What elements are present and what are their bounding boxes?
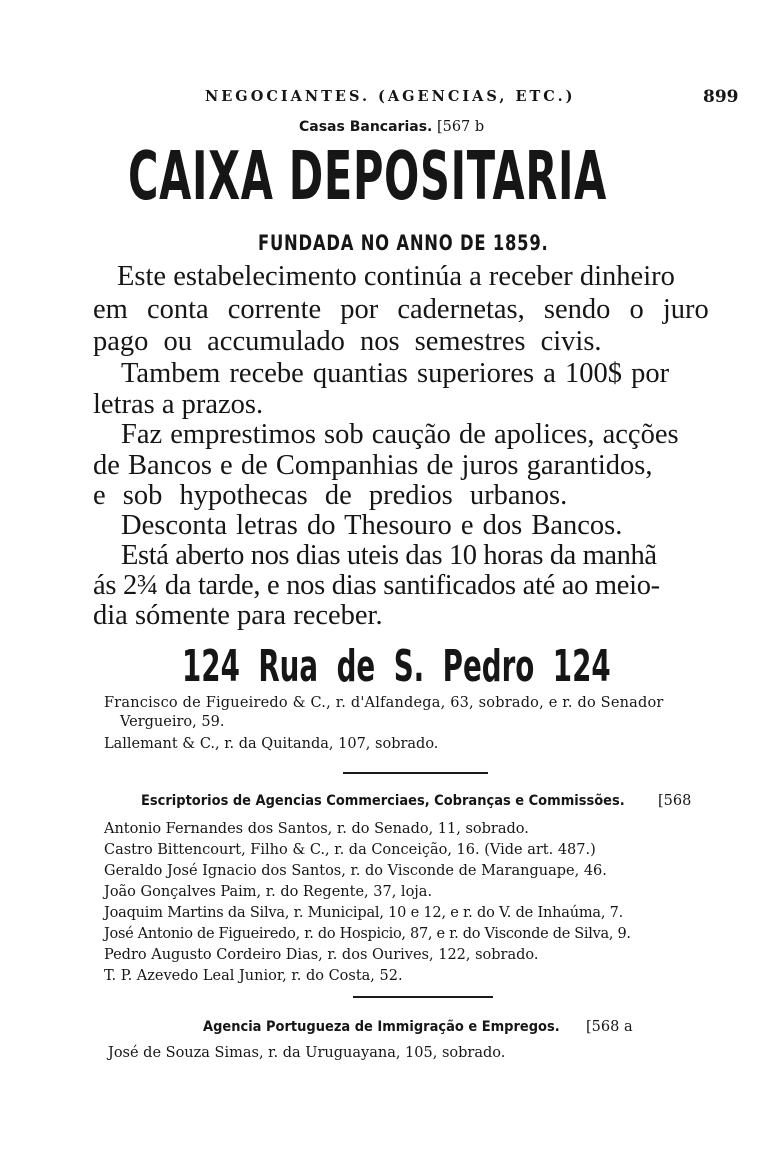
divider-rule [343, 772, 488, 774]
page-number: 899 [703, 87, 739, 107]
advert-line: Está aberto nos dias uteis das 10 horas da manhã [121, 540, 657, 571]
escriptorio-entry: Antonio Fernandes dos Santos, r. do Senado, 11, sobrado. [104, 821, 529, 837]
advert-line: ás 2¾ da tarde, e nos dias santificados até ao meio- [93, 570, 660, 601]
banker-line: Vergueiro, 59. [120, 714, 225, 730]
agencia-entry: José de Souza Simas, r. da Uruguayana, 105, sobrado. [108, 1045, 506, 1061]
advert-line: letras a prazos. [93, 389, 264, 420]
advert-line: Faz emprestimos sob caução de apolices, acções [121, 419, 679, 450]
escriptorios-heading-line [141, 791, 692, 811]
section-code: [567 b [436, 119, 485, 135]
escriptorio-entry: T. P. Azevedo Leal Junior, r. do Costa, 52. [104, 968, 403, 984]
banker-line: Francisco de Figueiredo & C., r. d'Alfandega, 63, sobrado, e r. do Senador [104, 695, 664, 711]
advert-line: Tambem recebe quantias superiores a 100$ por [121, 358, 670, 389]
advert-founded: FUNDADA NO ANNO DE 1859. [258, 231, 549, 255]
running-head: NEGOCIANTES. (AGENCIAS, ETC.) [205, 88, 576, 105]
divider-rule [353, 996, 493, 998]
advert-line: dia sómente para receber. [93, 600, 383, 631]
advert-line: pago ou accumulado nos semestres civis. [93, 326, 602, 357]
advert-line: em conta corrente por cadernetas, sendo o juro [93, 294, 709, 325]
advert-title: CAIXA DEPOSITARIA [128, 136, 607, 216]
agencia-heading-line [203, 1017, 633, 1037]
escriptorio-entry: João Gonçalves Paim, r. do Regente, 37, loja. [104, 884, 433, 900]
escriptorio-entry: Pedro Augusto Cordeiro Dias, r. dos Ourives, 122, sobrado. [104, 947, 539, 963]
escriptorio-entry: Geraldo José Ignacio dos Santos, r. do Visconde de Maranguape, 46. [104, 863, 607, 879]
advert-address: 124 Rua de S. Pedro 124 [182, 641, 611, 692]
advert-line: de Bancos e de Companhias de juros garantidos, [93, 450, 653, 481]
section-label: Casas Bancarias. [299, 119, 433, 135]
section-label-line [299, 119, 484, 135]
agencia-code: [568 a [586, 1019, 633, 1035]
escriptorios-heading: Escriptorios de Agencias Commerciaes, Cobranças e Commissões. [141, 793, 625, 809]
escriptorio-entry: Joaquim Martins da Silva, r. Municipal, 10 e 12, e r. do V. de Inhaúma, 7. [104, 905, 624, 921]
advert-line: Este estabelecimento continúa a receber dinheiro [117, 261, 675, 292]
escriptorios-code: [568 [658, 793, 692, 809]
escriptorio-entry: José Antonio de Figueiredo, r. do Hospicio, 87, e r. do Visconde de Silva, 9. [104, 926, 631, 942]
escriptorio-entry: Castro Bittencourt, Filho & C., r. da Conceição, 16. (Vide art. 487.) [104, 842, 596, 858]
agencia-heading: Agencia Portugueza de Immigração e Empregos. [203, 1019, 560, 1035]
advert-line: e sob hypothecas de predios urbanos. [93, 480, 568, 511]
advert-line: Desconta letras do Thesouro e dos Bancos. [121, 510, 623, 541]
banker-line: Lallemant & C., r. da Quitanda, 107, sobrado. [104, 736, 439, 752]
